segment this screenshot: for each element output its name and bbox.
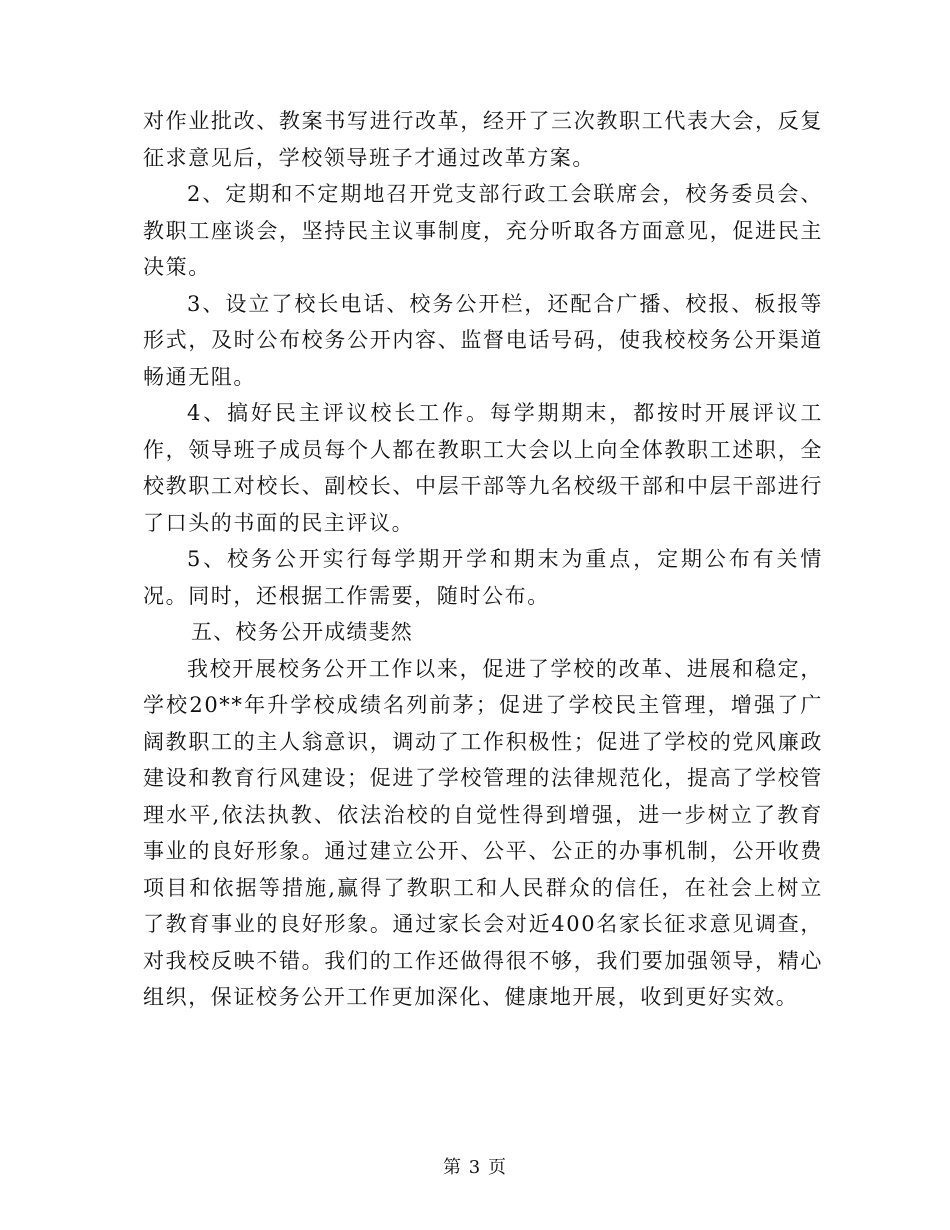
document-body bbox=[143, 103, 823, 1016]
paragraph-item-3: 3、设立了校长电话、校务公开栏，还配合广播、校报、板报等形式，及时公布校务公开内容、监督电话号码，使我校校务公开渠道畅通无阻。 bbox=[143, 291, 823, 389]
paragraph-section-body: 我校开展校务公开工作以来，促进了学校的改革、进展和稳定，学校20**年升学校成绩名列前茅；促进了学校民主管理，增强了广阔教职工的主人翁意识，调动了工作积极性；促进了学校的党风廉政建设和教育行风建设；促进了学校管理的法律规范化，提高了学校管理水平,依法执教、依法治校的自觉性得到增强，进一步树立了教育事业的良好形象。通过建立公开、公平、公正的办事机制，公开收费项目和依据等措施,赢得了教职工和人民群众的信任，在社会上树立了教育事业的良好形象。通过家长会对近400名家长征求意见调查，对我校反映不错。我们的工作还做得很不够，我们要加强领导，精心组织，保证校务公开工作更加深化、健康地开展，收到更好实效。 bbox=[143, 656, 823, 1009]
section-heading: 五、校务公开成绩斐然 bbox=[191, 620, 413, 644]
page-number: 第 3 页 bbox=[443, 1157, 507, 1178]
paragraph-item-4: 4、搞好民主评议校长工作。每学期期末，都按时开展评议工作，领导班子成员每个人都在教职工大会以上向全体教职工述职，全校教职工对校长、副校长、中层干部等九名校级干部和中层干部进行了口头的书面的民主评议。 bbox=[143, 401, 823, 535]
paragraph-item-5: 5、校务公开实行每学期开学和期末为重点，定期公布有关情况。同时，还根据工作需要，随时公布。 bbox=[143, 547, 823, 608]
paragraph-continuation: 对作业批改、教案书写进行改革，经开了三次教职工代表大会，反复征求意见后，学校领导班子才通过改革方案。 bbox=[143, 109, 823, 170]
paragraph-item-2: 2、定期和不定期地召开党支部行政工会联席会，校务委员会、教职工座谈会，坚持民主议事制度，充分听取各方面意见，促进民主决策。 bbox=[143, 182, 823, 279]
